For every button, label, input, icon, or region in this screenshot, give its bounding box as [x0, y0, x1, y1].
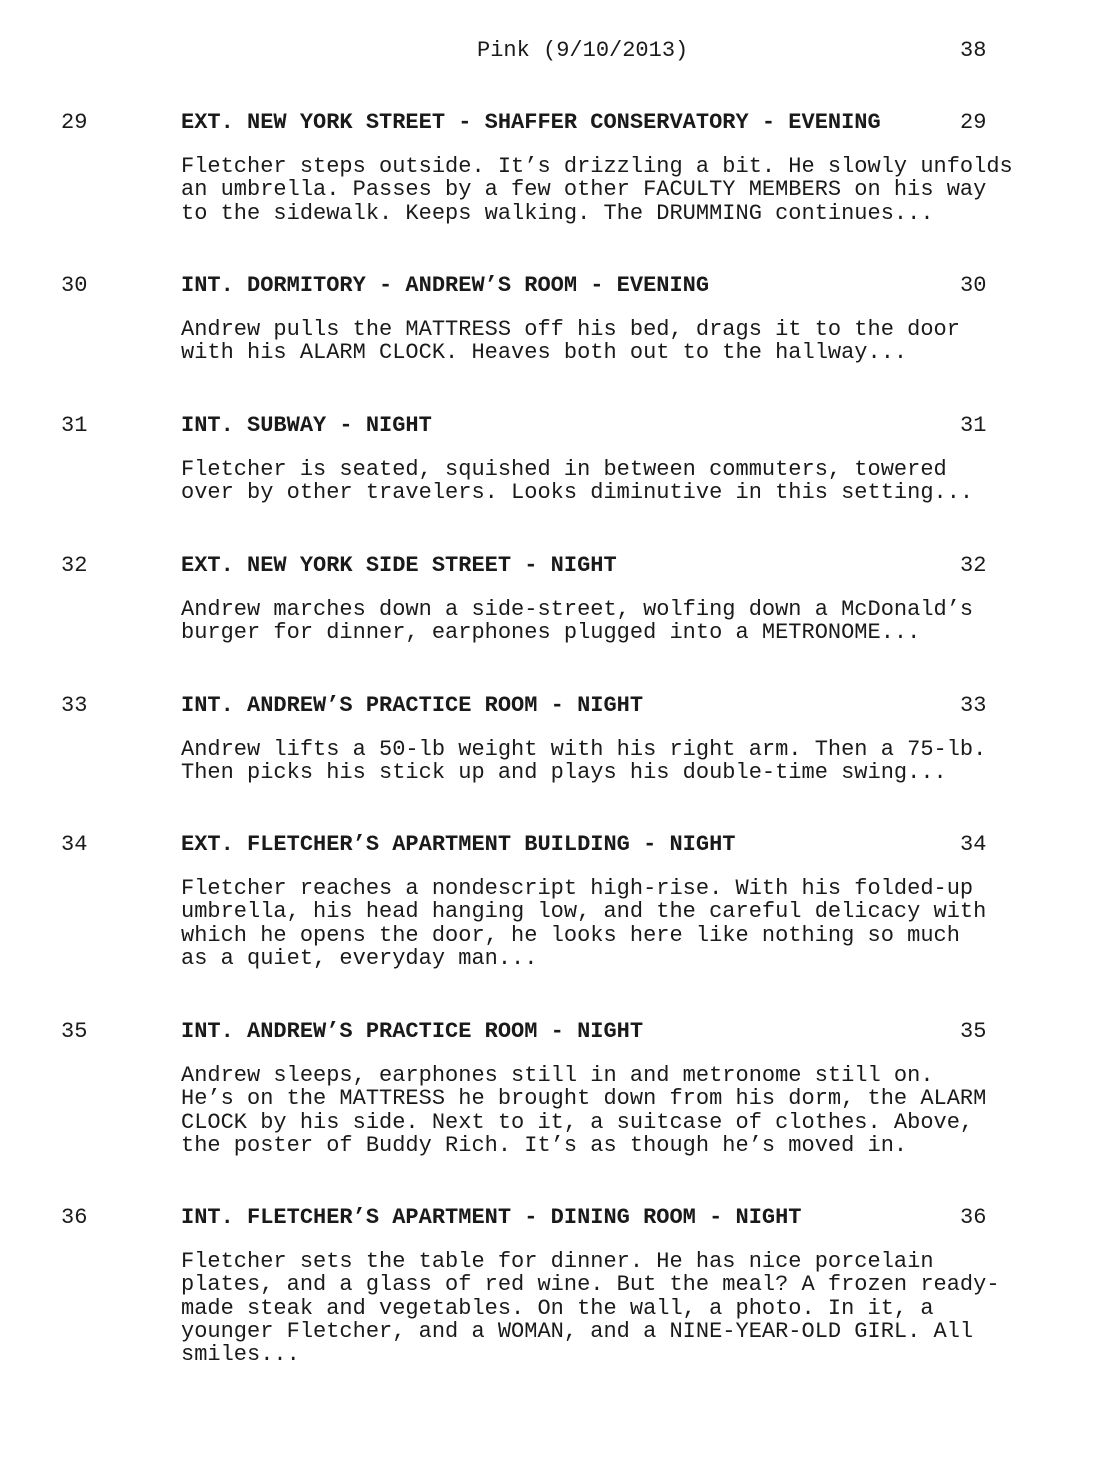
scene-action: Andrew pulls the MATTRESS off his bed, drags it to the door with his ALARM CLOCK. Heaves both out to the hallway...	[181, 317, 960, 366]
scene-number-left: 33	[61, 693, 88, 718]
scene-number-right: 32	[960, 553, 987, 578]
scene-heading-text: INT. SUBWAY - NIGHT	[181, 413, 432, 438]
scene-action: Fletcher reaches a nondescript high-rise. With his folded-up umbrella, his head hanging low, and the careful delicacy with which he opens the door, he looks here like nothing so much as a quiet, everyday man...	[181, 876, 987, 971]
scene-number-right: 34	[960, 832, 987, 857]
scene-heading-text: EXT. NEW YORK STREET - SHAFFER CONSERVATORY - EVENING	[181, 110, 881, 135]
scene-35	[0, 1019, 1111, 1158]
scene-heading-text: INT. FLETCHER’S APARTMENT - DINING ROOM - NIGHT	[181, 1205, 802, 1230]
scene-action: Andrew sleeps, earphones still in and metronome still on. He’s on the MATTRESS he brought down from his dorm, the ALARM CLOCK by his side. Next to it, a suitcase of clothes. Above, the poster of Buddy Rich. It’s as though he’s moved in.	[181, 1063, 987, 1158]
scene-heading-text: INT. ANDREW’S PRACTICE ROOM - NIGHT	[181, 693, 644, 718]
page-header	[0, 38, 1111, 66]
scene-number-left: 34	[61, 832, 88, 857]
scene-heading	[0, 1205, 1111, 1233]
scene-31	[0, 413, 1111, 506]
scene-heading	[0, 413, 1111, 441]
scene-heading	[0, 693, 1111, 721]
scene-heading	[0, 273, 1111, 301]
scene-33	[0, 693, 1111, 786]
scene-heading	[0, 832, 1111, 860]
scene-heading-text: EXT. FLETCHER’S APARTMENT BUILDING - NIGHT	[181, 832, 736, 857]
scene-heading-text: INT. ANDREW’S PRACTICE ROOM - NIGHT	[181, 1019, 644, 1044]
scene-32	[0, 553, 1111, 646]
scene-number-right: 31	[960, 413, 987, 438]
scene-number-left: 36	[61, 1205, 88, 1230]
document-title: Pink (9/10/2013)	[477, 38, 689, 63]
scene-action: Andrew lifts a 50-lb weight with his right arm. Then a 75-lb. Then picks his stick up and plays his double-time swing...	[181, 737, 987, 786]
scene-29	[0, 110, 1111, 226]
scene-30	[0, 273, 1111, 366]
scene-34	[0, 832, 1111, 971]
scene-number-left: 31	[61, 413, 88, 438]
scene-number-right: 29	[960, 110, 987, 135]
scene-heading-text: EXT. NEW YORK SIDE STREET - NIGHT	[181, 553, 617, 578]
scene-action: Fletcher steps outside. It’s drizzling a bit. He slowly unfolds an umbrella. Passes by a few other FACULTY MEMBERS on his way to the sidewalk. Keeps walking. The DRUMMING continues...	[181, 154, 1013, 226]
scene-heading	[0, 1019, 1111, 1047]
scene-heading	[0, 553, 1111, 581]
scene-number-right: 36	[960, 1205, 987, 1230]
page-number: 38	[960, 38, 987, 63]
scene-action: Fletcher is seated, squished in between commuters, towered over by other travelers. Looks diminutive in this setting...	[181, 457, 974, 506]
scene-action: Andrew marches down a side-street, wolfing down a McDonald’s burger for dinner, earphones plugged into a METRONOME...	[181, 597, 974, 646]
scene-action: Fletcher sets the table for dinner. He has nice porcelain plates, and a glass of red wine. But the meal? A frozen ready- made steak and vegetables. On the wall, a photo. In it, a younger Fletcher, and a WOMAN, and a NINE-YEAR-OLD GIRL. All smiles...	[181, 1249, 1000, 1368]
scene-number-left: 32	[61, 553, 88, 578]
scene-number-right: 33	[960, 693, 987, 718]
scene-heading	[0, 110, 1111, 138]
scene-number-left: 29	[61, 110, 88, 135]
scene-36	[0, 1205, 1111, 1368]
scene-number-right: 30	[960, 273, 987, 298]
scene-number-left: 35	[61, 1019, 88, 1044]
scene-number-right: 35	[960, 1019, 987, 1044]
scene-number-left: 30	[61, 273, 88, 298]
scene-heading-text: INT. DORMITORY - ANDREW’S ROOM - EVENING	[181, 273, 710, 298]
